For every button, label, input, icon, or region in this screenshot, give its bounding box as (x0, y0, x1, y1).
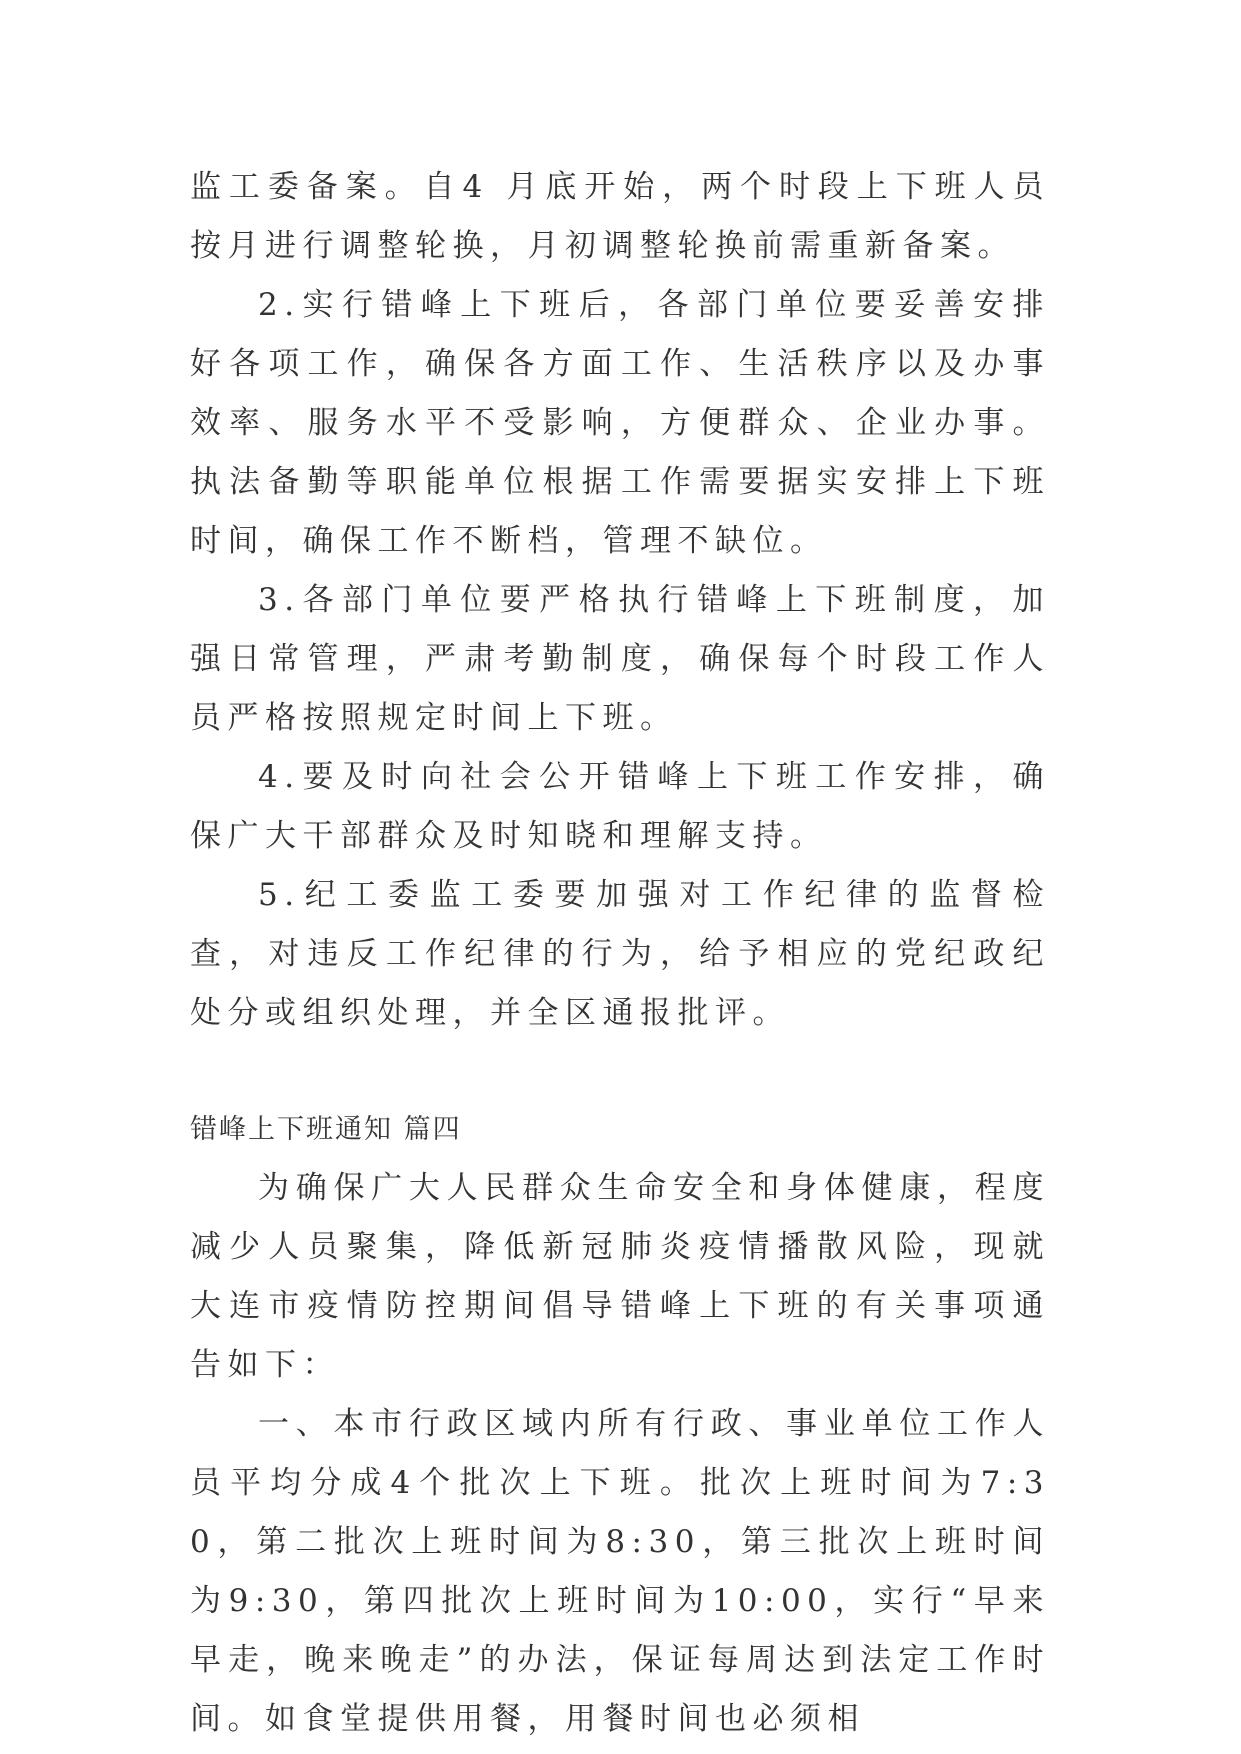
paragraph-item-one: 一、本市行政区域内所有行政、事业单位工作人员平均分成4个批次上下班。批次上班时间为7:30，第二批次上班时间为8:30，第三批次上班时间为9:30，第四批次上班时间为10:00，实行“早来早走，晚来晚走”的办法，保证每周达到法定工作时间。如食堂提供用餐，用餐时间也必须相 (190, 1406, 1050, 1737)
paragraph-intro: 为确保广大人民群众生命安全和身体健康，程度减少人员聚集，降低新冠肺炎疫情播散风险，现就大连市疫情防控期间倡导错峰上下班的有关事项通告如下： (190, 1170, 1050, 1383)
paragraph-item-2: 2.实行错峰上下班后，各部门单位要妥善安排好各项工作，确保各方面工作、生活秩序以及办事效率、服务水平不受影响，方便群众、企业办事。执法备勤等职能单位根据工作需要据实安排上下班时间，确保工作不断档，管理不缺位。 (190, 287, 1050, 559)
document-body (190, 158, 1050, 1749)
section-title: 错峰上下班通知 篇四 (190, 1114, 462, 1145)
paragraph-item-4: 4.要及时向社会公开错峰上下班工作安排，确保广大干部群众及时知晓和理解支持。 (190, 759, 1050, 854)
paragraph-item-5: 5.纪工委监工委要加强对工作纪律的监督检查，对违反工作纪律的行为，给予相应的党纪政纪处分或组织处理，并全区通报批评。 (190, 877, 1050, 1031)
paragraph-item-3: 3.各部门单位要严格执行错峰上下班制度，加强日常管理，严肃考勤制度，确保每个时段工作人员严格按照规定时间上下班。 (190, 582, 1050, 736)
paragraph-continuation: 监工委备案。自4 月底开始，两个时段上下班人员按月进行调整轮换，月初调整轮换前需重新备案。 (190, 169, 1050, 264)
